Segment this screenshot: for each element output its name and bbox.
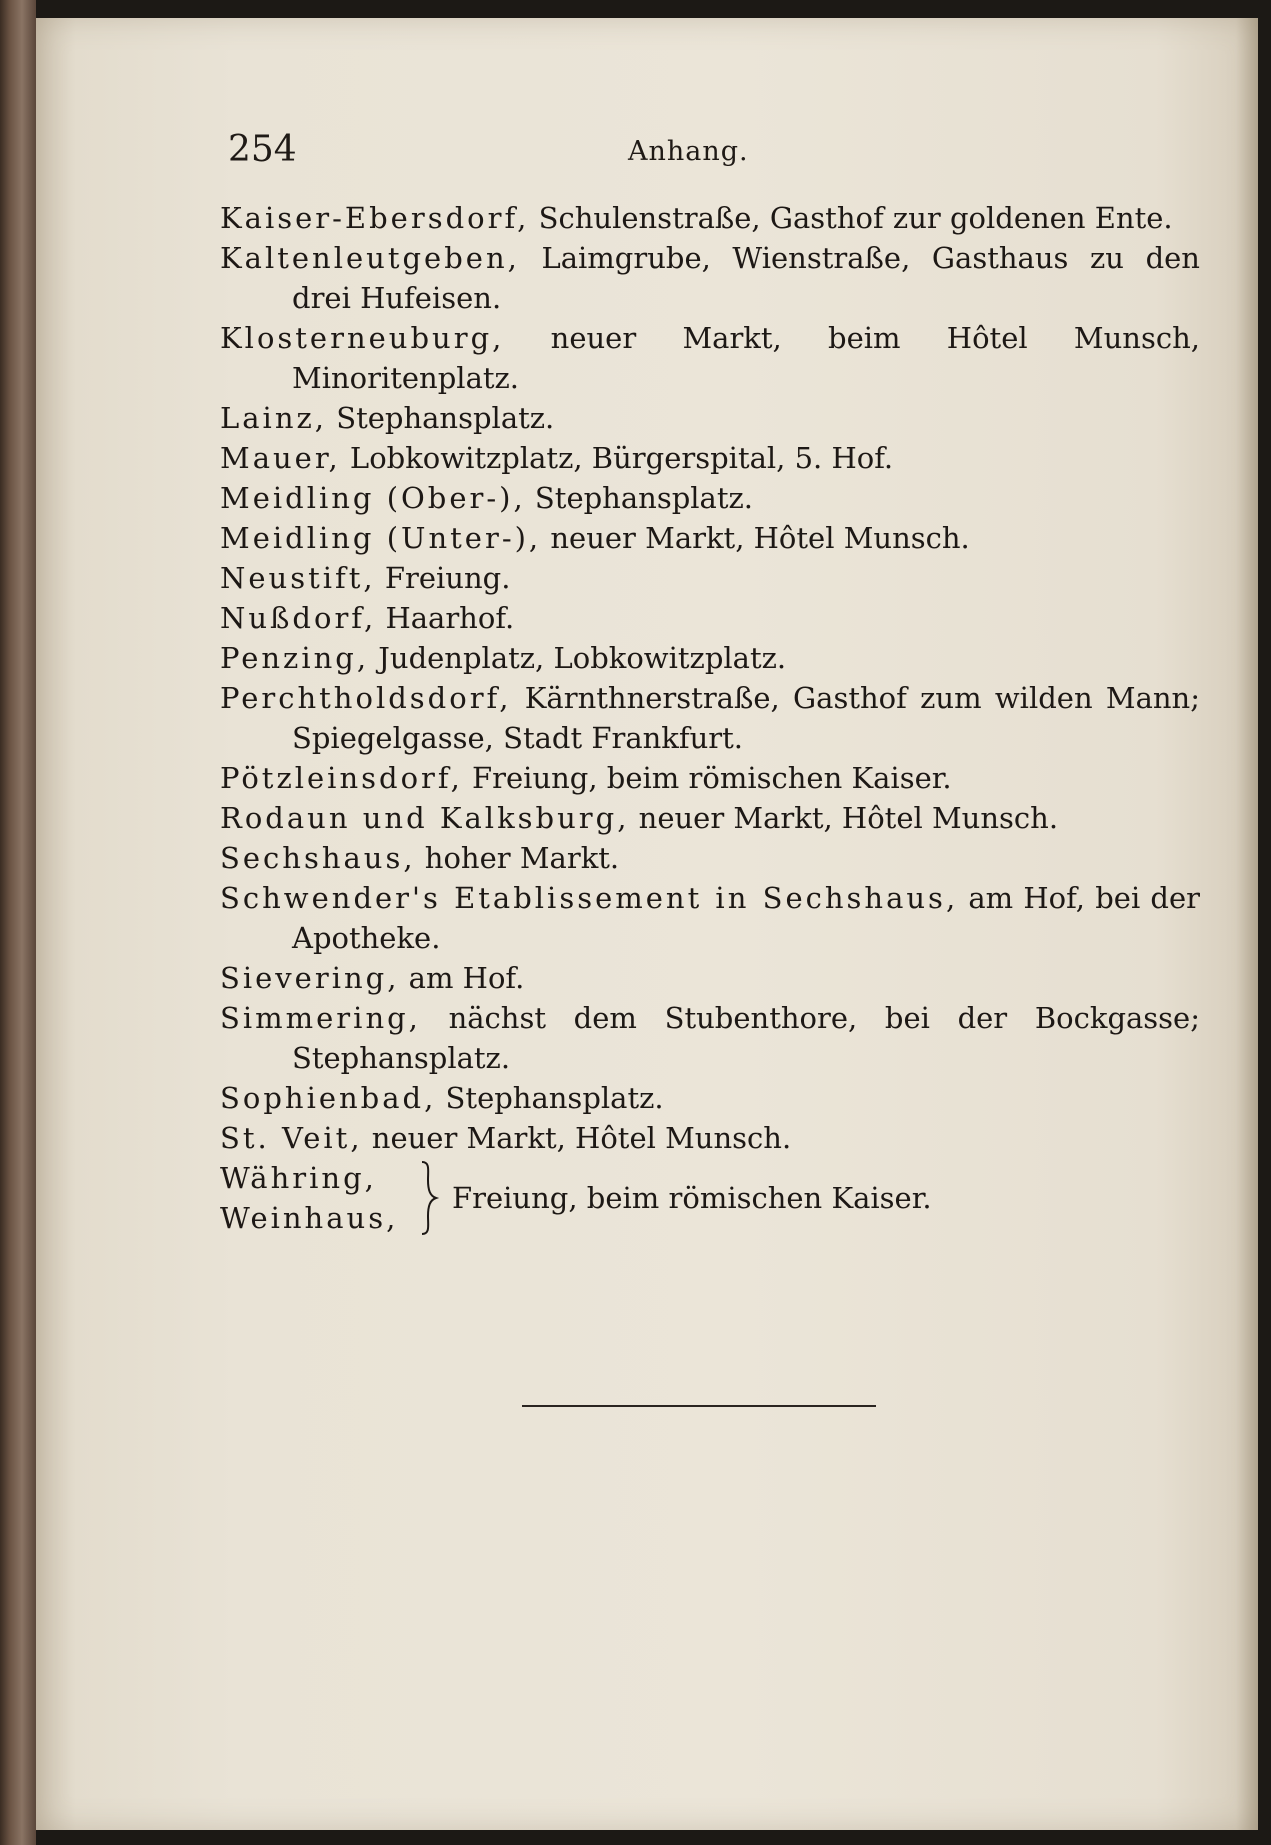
place-name: Lainz, bbox=[220, 401, 327, 435]
list-item bbox=[220, 318, 1200, 398]
book-spine-edge bbox=[0, 0, 36, 1845]
list-item bbox=[220, 1118, 1200, 1158]
list-item bbox=[220, 958, 1200, 998]
place-name: Weinhaus, bbox=[220, 1201, 399, 1235]
place-name: Simmering, bbox=[220, 1001, 421, 1035]
list-item bbox=[220, 998, 1200, 1078]
place-details: Stephansplatz. bbox=[436, 1081, 664, 1115]
list-item bbox=[220, 198, 1200, 238]
place-name: Klosterneuburg, bbox=[220, 321, 505, 355]
list-item bbox=[220, 798, 1200, 838]
place-details: Judenplatz, Lobkowitzplatz. bbox=[369, 641, 787, 675]
place-details: Freiung, beim römischen Kaiser. bbox=[462, 761, 952, 795]
place-name: Pötzleinsdorf, bbox=[220, 761, 463, 795]
place-details: neuer Markt, beim Hôtel Munsch, Minoritenplatz. bbox=[292, 321, 1200, 395]
list-item bbox=[220, 598, 1200, 638]
place-details: Haarhof. bbox=[376, 601, 515, 635]
place-name: Meidling (Unter-), bbox=[220, 521, 542, 555]
place-name: Kaiser-Ebersdorf, bbox=[220, 201, 530, 235]
list-item bbox=[220, 558, 1200, 598]
place-details: Freiung. bbox=[375, 561, 511, 595]
place-name: Mauer, bbox=[220, 441, 341, 475]
place-name: Meidling (Ober-), bbox=[220, 481, 526, 515]
place-name: Penzing, bbox=[220, 641, 370, 675]
place-details: am Hof. bbox=[399, 961, 525, 995]
place-name: Nußdorf, bbox=[220, 601, 377, 635]
place-details: Freiung, beim römischen Kaiser. bbox=[452, 1181, 932, 1215]
place-name: Neustift, bbox=[220, 561, 376, 595]
list-item bbox=[220, 518, 1200, 558]
place-details: neuer Markt, Hôtel Munsch. bbox=[362, 1121, 792, 1155]
place-details: neuer Markt, Hôtel Munsch. bbox=[629, 801, 1059, 835]
place-name: Sechshaus, bbox=[220, 841, 416, 875]
location-list bbox=[220, 198, 1200, 1238]
place-name: Perchtholdsdorf, bbox=[220, 681, 512, 715]
place-details: Stephansplatz. bbox=[327, 401, 555, 435]
place-name: Rodaun und Kalksburg, bbox=[220, 801, 630, 835]
place-details: Lobkowitzplatz, Bürgerspital, 5. Hof. bbox=[340, 441, 894, 475]
list-item bbox=[220, 638, 1200, 678]
place-name: Schwender's Etablissement in Sechshaus, bbox=[220, 881, 959, 915]
place-details: Schulenstraße, Gasthof zur goldenen Ente. bbox=[529, 201, 1173, 235]
list-item bbox=[220, 758, 1200, 798]
place-details: Laimgrube, Wienstraße, Gasthaus zu den drei Hufeisen. bbox=[292, 241, 1200, 315]
place-details: neuer Markt, Hôtel Munsch. bbox=[541, 521, 970, 555]
place-name: Kaltenleutgeben, bbox=[220, 241, 520, 275]
list-item bbox=[220, 838, 1200, 878]
page-header bbox=[228, 128, 1190, 172]
list-item bbox=[220, 878, 1200, 958]
list-item bbox=[220, 398, 1200, 438]
place-details: Stephansplatz. bbox=[525, 481, 753, 515]
place-details: Kärnthnerstraße, Gasthof zum wilden Mann; Spiegelgasse, Stadt Frankfurt. bbox=[292, 681, 1200, 755]
list-item bbox=[220, 438, 1200, 478]
list-item bbox=[220, 678, 1200, 758]
running-head: Anhang. bbox=[628, 136, 749, 167]
list-item bbox=[220, 1078, 1200, 1118]
list-item bbox=[220, 238, 1200, 318]
page-number: 254 bbox=[228, 129, 297, 170]
list-item bbox=[220, 478, 1200, 518]
place-name: Währing, bbox=[220, 1161, 377, 1195]
place-details: nächst dem Stubenthore, bei der Bockgasse; Stephansplatz. bbox=[292, 1001, 1200, 1075]
braced-list-item bbox=[220, 1158, 1200, 1238]
place-details: hoher Markt. bbox=[415, 841, 620, 875]
place-name: St. Veit, bbox=[220, 1121, 363, 1155]
place-name: Sievering, bbox=[220, 961, 400, 995]
section-divider bbox=[522, 1405, 876, 1407]
place-name: Sophienbad, bbox=[220, 1081, 437, 1115]
curly-brace-icon bbox=[418, 1160, 440, 1236]
place-details: am Hof, bei der Apotheke. bbox=[292, 881, 1201, 955]
